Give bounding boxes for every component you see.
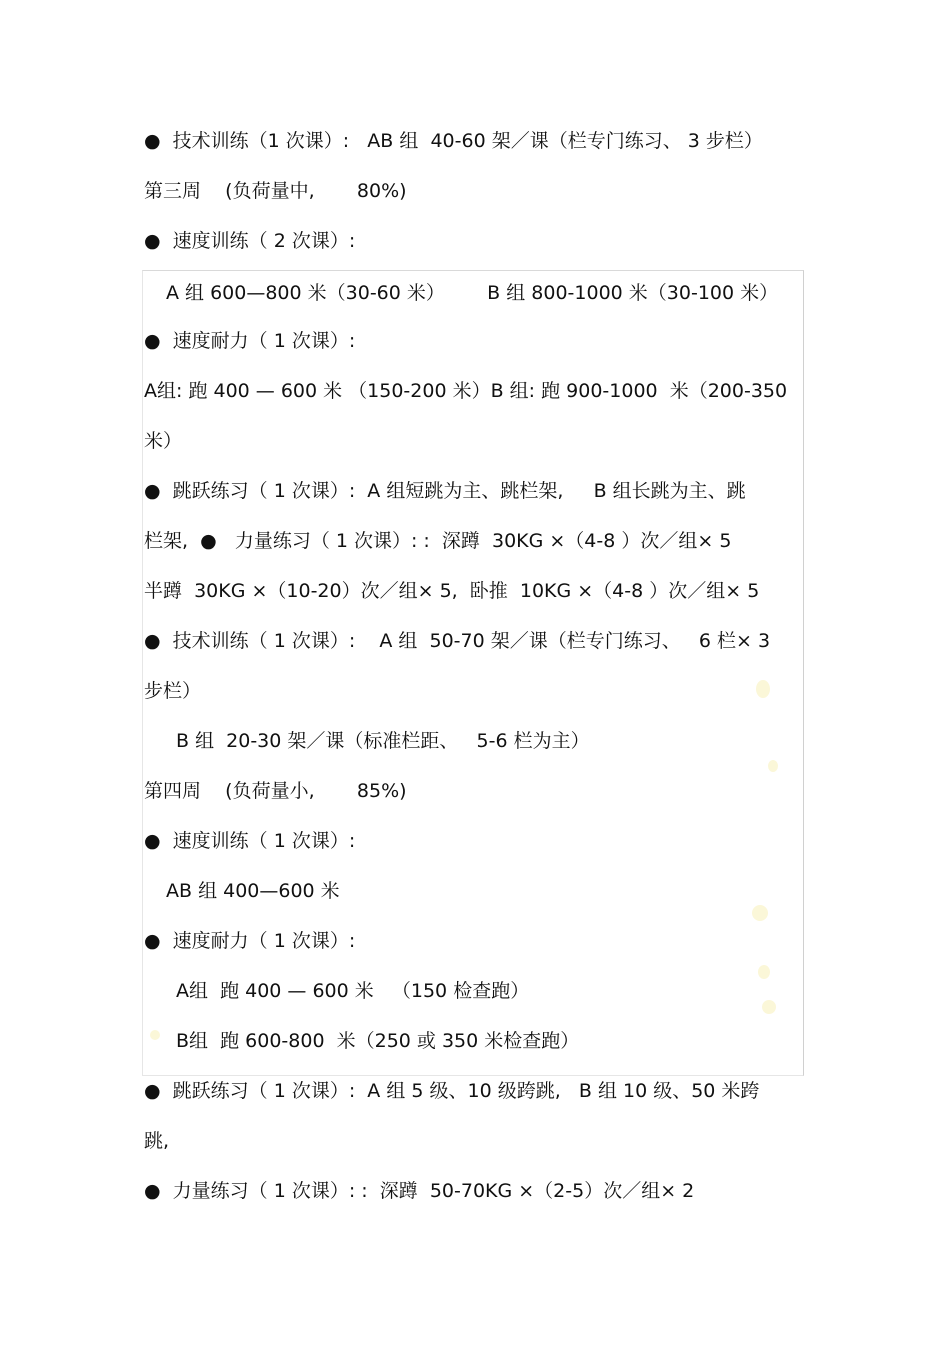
text-line-5: ● 速度耐力（ 1 次课）: bbox=[144, 330, 356, 352]
text-line-21: 跳, bbox=[144, 1130, 170, 1152]
week-3-heading: 第三周 (负荷量中, 80%) bbox=[144, 180, 407, 202]
text-line-19: B组 跑 600-800 米（250 或 350 米检查跑） bbox=[176, 1030, 580, 1052]
text-line-22: ● 力量练习（ 1 次课）: : 深蹲 50-70KG ×（2-5）次／组× 2 bbox=[144, 1180, 695, 1202]
paper-speck bbox=[768, 760, 778, 772]
text-line-1: ● 技术训练（1 次课）: AB 组 40-60 架／课（栏专门练习、 3 步栏） bbox=[144, 130, 763, 152]
text-line-15: ● 速度训练（ 1 次课）: bbox=[144, 830, 356, 852]
text-line-13: B 组 20-30 架／课（标准栏距、 5-6 栏为主） bbox=[176, 730, 590, 752]
text-line-17: ● 速度耐力（ 1 次课）: bbox=[144, 930, 356, 952]
text-line-10: 半蹲 30KG ×（10-20）次／组× 5, 卧推 10KG ×（4-8 ）次／组× 5 bbox=[144, 580, 760, 602]
text-line-16: AB 组 400—600 米 bbox=[166, 880, 340, 902]
text-line-7: 米） bbox=[144, 430, 183, 452]
text-line-8: ● 跳跃练习（ 1 次课）: A 组短跳为主、跳栏架, B 组长跳为主、跳 bbox=[144, 480, 746, 502]
text-line-6: A组: 跑 400 — 600 米 （150-200 米）B 组: 跑 900-1000 米（200-350 bbox=[144, 380, 788, 402]
paper-speck bbox=[758, 965, 770, 979]
text-line-4: A 组 600—800 米（30-60 米） B 组 800-1000 米（30-100 米） bbox=[166, 282, 779, 304]
week-4-heading: 第四周 (负荷量小, 85%) bbox=[144, 780, 407, 802]
text-line-12: 步栏） bbox=[144, 680, 202, 702]
text-line-9: 栏架, ● 力量练习（ 1 次课）: : 深蹲 30KG ×（4-8 ）次／组× 5 bbox=[144, 530, 732, 552]
text-line-18: A组 跑 400 — 600 米 （150 检查跑） bbox=[176, 980, 530, 1002]
paper-speck bbox=[752, 905, 768, 921]
paper-speck bbox=[756, 680, 770, 698]
paper-speck bbox=[762, 1000, 776, 1014]
paper-speck bbox=[150, 1030, 160, 1040]
text-line-20: ● 跳跃练习（ 1 次课）: A 组 5 级、10 级跨跳, B 组 10 级、50 米跨 bbox=[144, 1080, 760, 1102]
text-line-11: ● 技术训练（ 1 次课）: A 组 50-70 架／课（栏专门练习、 6 栏× 3 bbox=[144, 630, 771, 652]
text-line-3: ● 速度训练（ 2 次课）: bbox=[144, 230, 356, 252]
